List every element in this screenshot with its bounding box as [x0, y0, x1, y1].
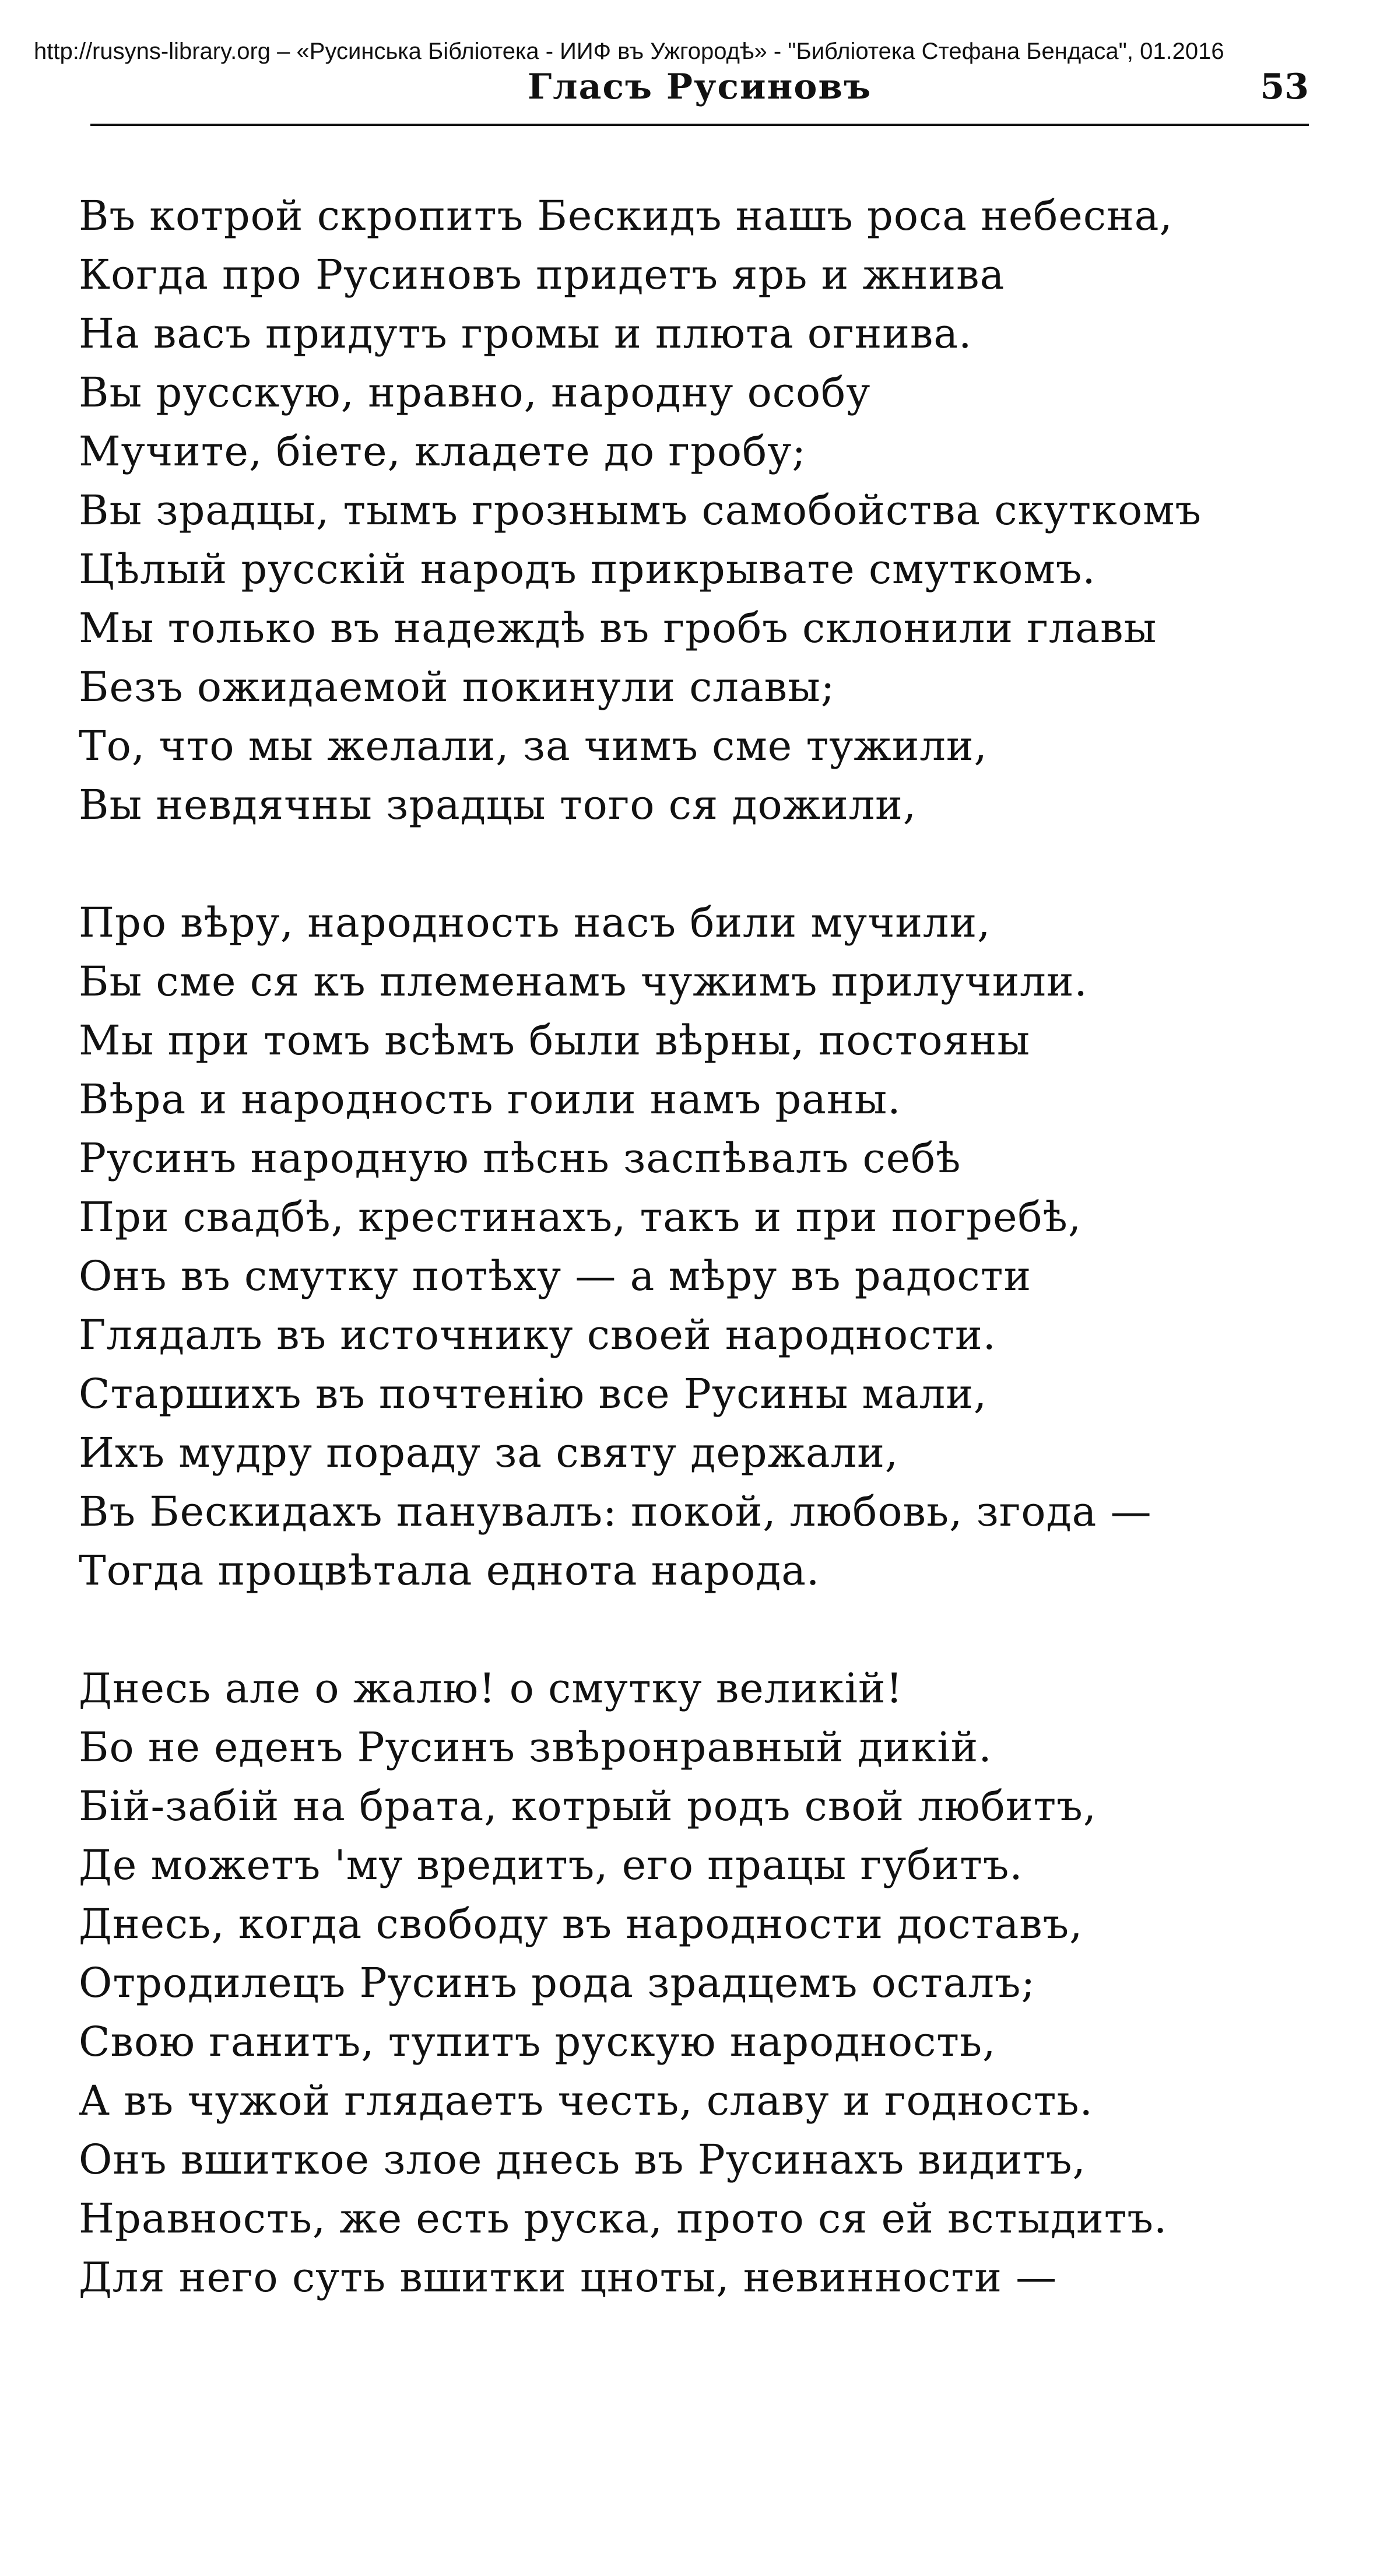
- verse-line: Безъ ожидаемой покинули славы;: [79, 663, 835, 711]
- verse-line: Онъ вшиткое злое днесь въ Русинахъ видитъ,: [79, 2136, 1086, 2184]
- page-number: 53: [1260, 66, 1309, 107]
- verse-line: Вѣра и народность гоили намъ раны.: [79, 1075, 901, 1123]
- verse-line: Бо не еденъ Русинъ звѣронравный дикій.: [79, 1723, 992, 1771]
- verse-line: Вы зрадцы, тымъ грознымъ самобойства скуткомъ: [79, 486, 1202, 534]
- verse-line: Вы невдячны зрадцы того ся дожили,: [79, 781, 917, 829]
- verse-line: При свадбѣ, крестинахъ, такъ и при погребѣ,: [79, 1193, 1082, 1241]
- verse-line: Свою ганитъ, тупитъ рускую народность,: [79, 2018, 996, 2066]
- verse-line: Когда про Русиновъ придетъ ярь и жнива: [79, 251, 1005, 299]
- verse-line: Отродилецъ Русинъ рода зрадцемъ осталъ;: [79, 1959, 1036, 2007]
- verse-line: Въ Бескидахъ панувалъ: покой, любовь, згода —: [79, 1488, 1152, 1536]
- verse-line: Глядалъ въ источнику своей народности.: [79, 1311, 996, 1359]
- verse-line: Де можетъ 'му вредитъ, его працы губитъ.: [79, 1841, 1023, 1889]
- stanza-1: [79, 187, 1332, 835]
- verse-line: Русинъ народную пѣснь заспѣвалъ себѣ: [79, 1134, 961, 1182]
- running-head-title: Гласъ Русиновъ: [527, 66, 872, 107]
- verse-line: А въ чужой глядаетъ честь, славу и годность.: [79, 2077, 1093, 2125]
- verse-line: Мучите, біете, кладете до гробу;: [79, 427, 806, 475]
- verse-line: Бы сме ся къ племенамъ чужимъ прилучили.: [79, 958, 1088, 1005]
- verse-line: Тогда процвѣтала еднота народа.: [79, 1547, 820, 1594]
- verse-line: Нравность, же есть руска, прото ся ей встыдитъ.: [79, 2195, 1168, 2242]
- verse-line: Старшихъ въ почтенію все Русины мали,: [79, 1370, 988, 1418]
- verse-line: Бій-забій на брата, котрый родъ свой любитъ,: [79, 1782, 1097, 1830]
- verse-line: Цѣлый русскій народъ прикрывате смуткомъ.: [79, 545, 1096, 593]
- poem-body: [79, 187, 1332, 2307]
- verse-line: Мы только въ надеждѣ въ гробъ склонили главы: [79, 604, 1157, 652]
- verse-line: Про вѣру, народность насъ били мучили,: [79, 899, 991, 947]
- verse-line: На васъ придутъ громы и плюта огнива.: [79, 310, 972, 358]
- verse-line: Мы при томъ всѣмъ были вѣрны, постояны: [79, 1017, 1031, 1064]
- verse-line: Для него суть вшитки цноты, невинности —: [79, 2253, 1058, 2301]
- verse-line: Въ котрой скропитъ Бескидъ нашъ роса небесна,: [79, 192, 1173, 240]
- verse-line: Днесь але о жалю! о смутку великій!: [79, 1664, 903, 1712]
- stanza-3: [79, 1659, 1332, 2307]
- header-rule: [90, 124, 1309, 126]
- verse-line: Вы русскую, нравно, народну особу: [79, 369, 871, 416]
- stanza-2: [79, 893, 1332, 1600]
- source-attribution: http://rusyns-library.org – «Русинська Бібліотека - ИИФ въ Ужгородѣ» - "Библіотека Стефана Бендаса", 01.2016: [34, 38, 1224, 64]
- verse-line: То, что мы желали, за чимъ сме тужили,: [79, 722, 988, 770]
- running-head: [90, 63, 1309, 115]
- verse-line: Днесь, когда свободу въ народности доставъ,: [79, 1900, 1083, 1948]
- verse-line: Онъ въ смутку потѣху — а мѣру въ радости: [79, 1252, 1032, 1300]
- verse-line: Ихъ мудру пораду за святу держали,: [79, 1429, 899, 1477]
